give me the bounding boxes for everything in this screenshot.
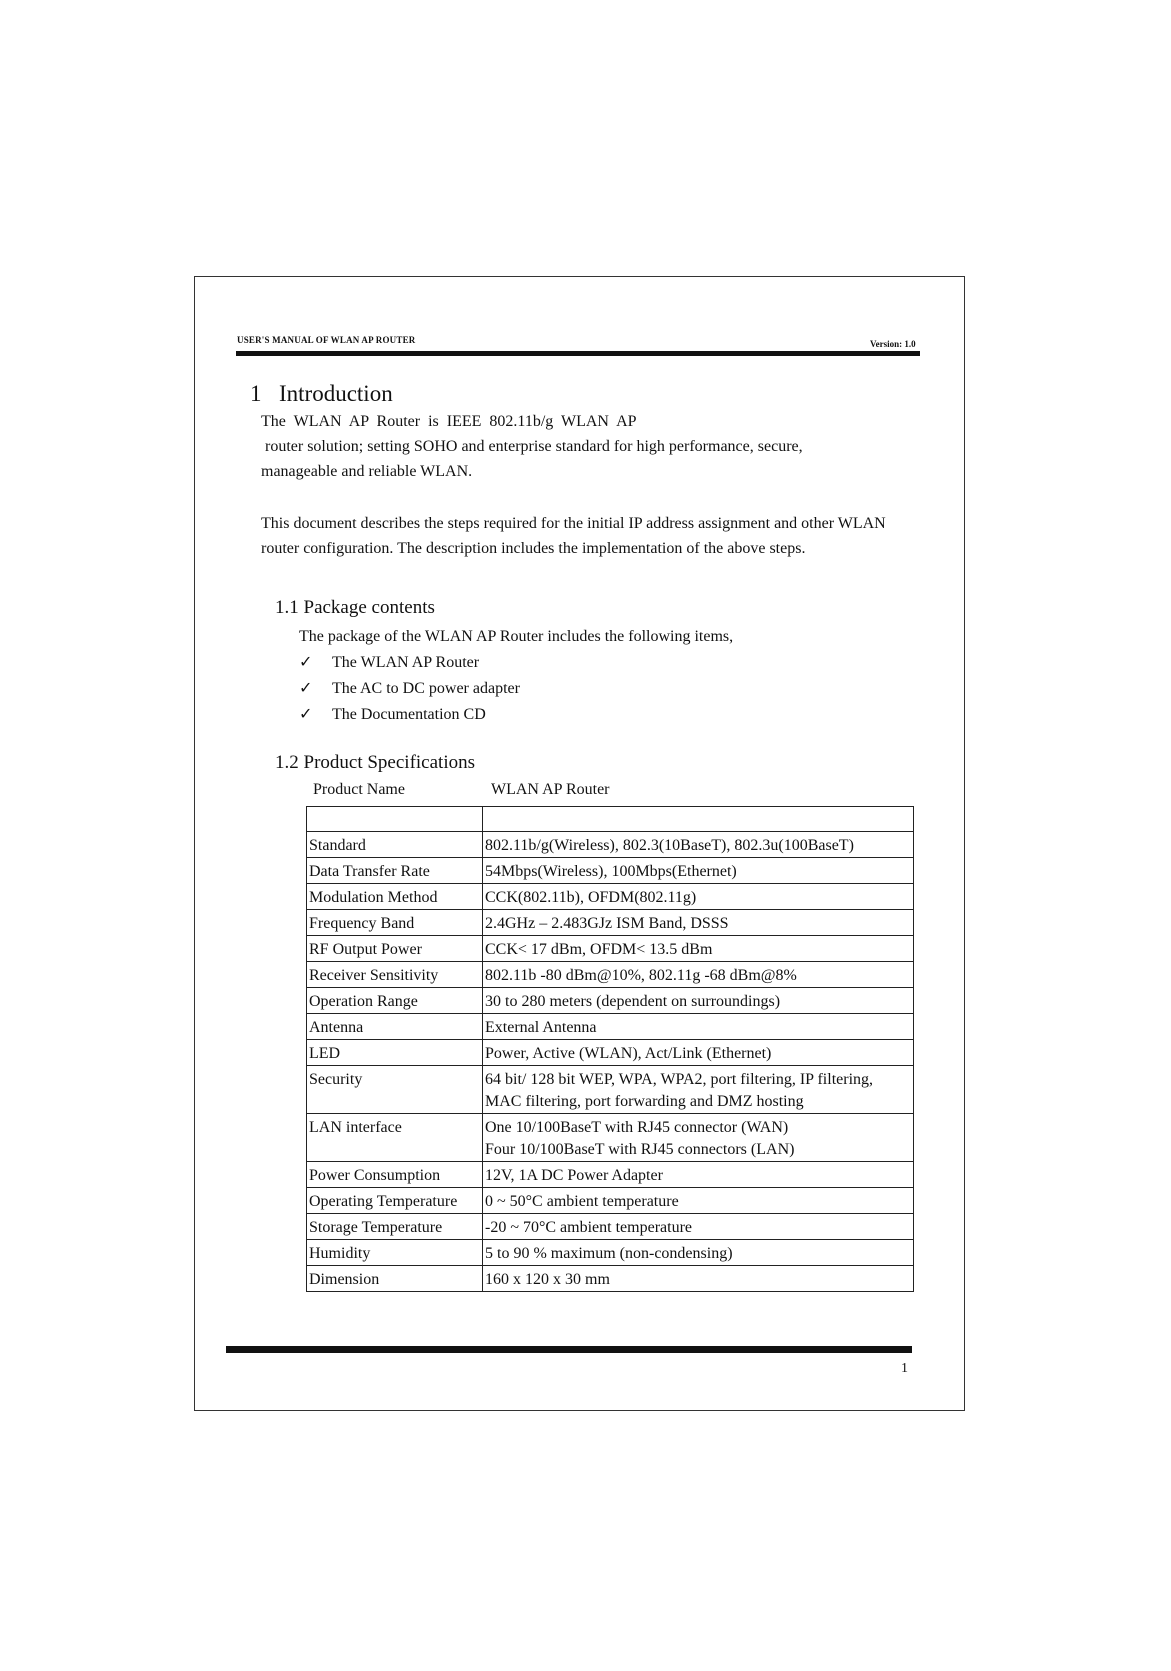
spec-label: Humidity	[307, 1240, 483, 1266]
spec-value: Power, Active (WLAN), Act/Link (Ethernet)	[483, 1040, 914, 1066]
spec-value: One 10/100BaseT with RJ45 connector (WAN) Four 10/100BaseT with RJ45 connectors (LAN)	[483, 1114, 914, 1162]
spec-value: 2.4GHz – 2.483GJz ISM Band, DSSS	[483, 910, 914, 936]
spec-label: Power Consumption	[307, 1162, 483, 1188]
description-paragraph	[261, 511, 941, 561]
spec-value: CCK< 17 dBm, OFDM< 13.5 dBm	[483, 936, 914, 962]
header-rule	[236, 351, 920, 356]
spec-label: Frequency Band	[307, 910, 483, 936]
spec-label: Operating Temperature	[307, 1188, 483, 1214]
product-name-label: Product Name	[313, 781, 405, 798]
table-row	[307, 1066, 914, 1114]
table-row	[307, 910, 914, 936]
spec-value: 54Mbps(Wireless), 100Mbps(Ethernet)	[483, 858, 914, 884]
spec-value: 5 to 90 % maximum (non-condensing)	[483, 1240, 914, 1266]
table-row	[307, 936, 914, 962]
spec-value: External Antenna	[483, 1014, 914, 1040]
table-row	[307, 807, 914, 832]
spec-value: 802.11b/g(Wireless), 802.3(10BaseT), 802.3u(100BaseT)	[483, 832, 914, 858]
spec-label: RF Output Power	[307, 936, 483, 962]
package-intro: The package of the WLAN AP Router includes the following items,	[299, 628, 734, 645]
spec-value: CCK(802.11b), OFDM(802.11g)	[483, 884, 914, 910]
spec-label: Modulation Method	[307, 884, 483, 910]
spec-label: Standard	[307, 832, 483, 858]
manual-header-title: USER'S MANUAL OF WLAN AP ROUTER	[237, 335, 416, 345]
spec-label: LAN interface	[307, 1114, 483, 1162]
package-heading: 1.1 Package contents	[275, 597, 435, 618]
check-icon: ✓	[299, 680, 313, 697]
spec-value: 64 bit/ 128 bit WEP, WPA, WPA2, port filtering, IP filtering, MAC filtering, port forwarding and DMZ hosting	[483, 1066, 914, 1114]
table-row	[307, 858, 914, 884]
intro-line: The WLAN AP Router is IEEE 802.11b/g WLAN AP	[261, 413, 637, 430]
intro-line: manageable and reliable WLAN.	[261, 463, 473, 480]
table-row	[307, 1188, 914, 1214]
spec-label: Data Transfer Rate	[307, 858, 483, 884]
spec-value: 802.11b -80 dBm@10%, 802.11g -68 dBm@8%	[483, 962, 914, 988]
table-row	[307, 962, 914, 988]
spec-label: Security	[307, 1066, 483, 1114]
product-name-value: WLAN AP Router	[491, 781, 610, 798]
table-row	[307, 1240, 914, 1266]
spec-label: Dimension	[307, 1266, 483, 1292]
table-row	[307, 1014, 914, 1040]
table-row	[307, 1040, 914, 1066]
table-row	[307, 1162, 914, 1188]
spec-label: Storage Temperature	[307, 1214, 483, 1240]
list-item: ✓ The Documentation CD	[299, 702, 520, 728]
section-heading	[250, 381, 393, 407]
table-row	[307, 1114, 914, 1162]
spec-value: 160 x 120 x 30 mm	[483, 1266, 914, 1292]
list-item: ✓ The AC to DC power adapter	[299, 676, 520, 702]
spec-label: Receiver Sensitivity	[307, 962, 483, 988]
spec-label: Operation Range	[307, 988, 483, 1014]
description-line: router configuration. The description includes the implementation of the above steps.	[261, 540, 806, 557]
section-number: 1	[250, 381, 262, 406]
specs-heading: 1.2 Product Specifications	[275, 752, 475, 773]
spec-value: 12V, 1A DC Power Adapter	[483, 1162, 914, 1188]
table-row	[307, 1266, 914, 1292]
spec-label: LED	[307, 1040, 483, 1066]
table-row	[307, 832, 914, 858]
spec-value: 0 ~ 50°C ambient temperature	[483, 1188, 914, 1214]
table-row	[307, 988, 914, 1014]
intro-line: router solution; setting SOHO and enterprise standard for high performance, secure,	[261, 438, 803, 455]
check-icon: ✓	[299, 706, 313, 723]
spec-value: 30 to 280 meters (dependent on surroundings)	[483, 988, 914, 1014]
page-number: 1	[901, 1361, 908, 1376]
description-line: This document describes the steps required for the initial IP address assignment and other WLAN	[261, 515, 886, 532]
section-title: Introduction	[279, 381, 393, 406]
version-label: Version: 1.0	[870, 339, 916, 349]
footer-rule	[226, 1346, 912, 1353]
package-list	[299, 650, 520, 728]
list-item: ✓ The WLAN AP Router	[299, 650, 520, 676]
check-icon: ✓	[299, 654, 313, 671]
intro-paragraph	[261, 409, 941, 484]
table-row	[307, 884, 914, 910]
spec-table	[306, 806, 914, 1292]
table-row	[307, 1214, 914, 1240]
spec-value: -20 ~ 70°C ambient temperature	[483, 1214, 914, 1240]
spec-label: Antenna	[307, 1014, 483, 1040]
